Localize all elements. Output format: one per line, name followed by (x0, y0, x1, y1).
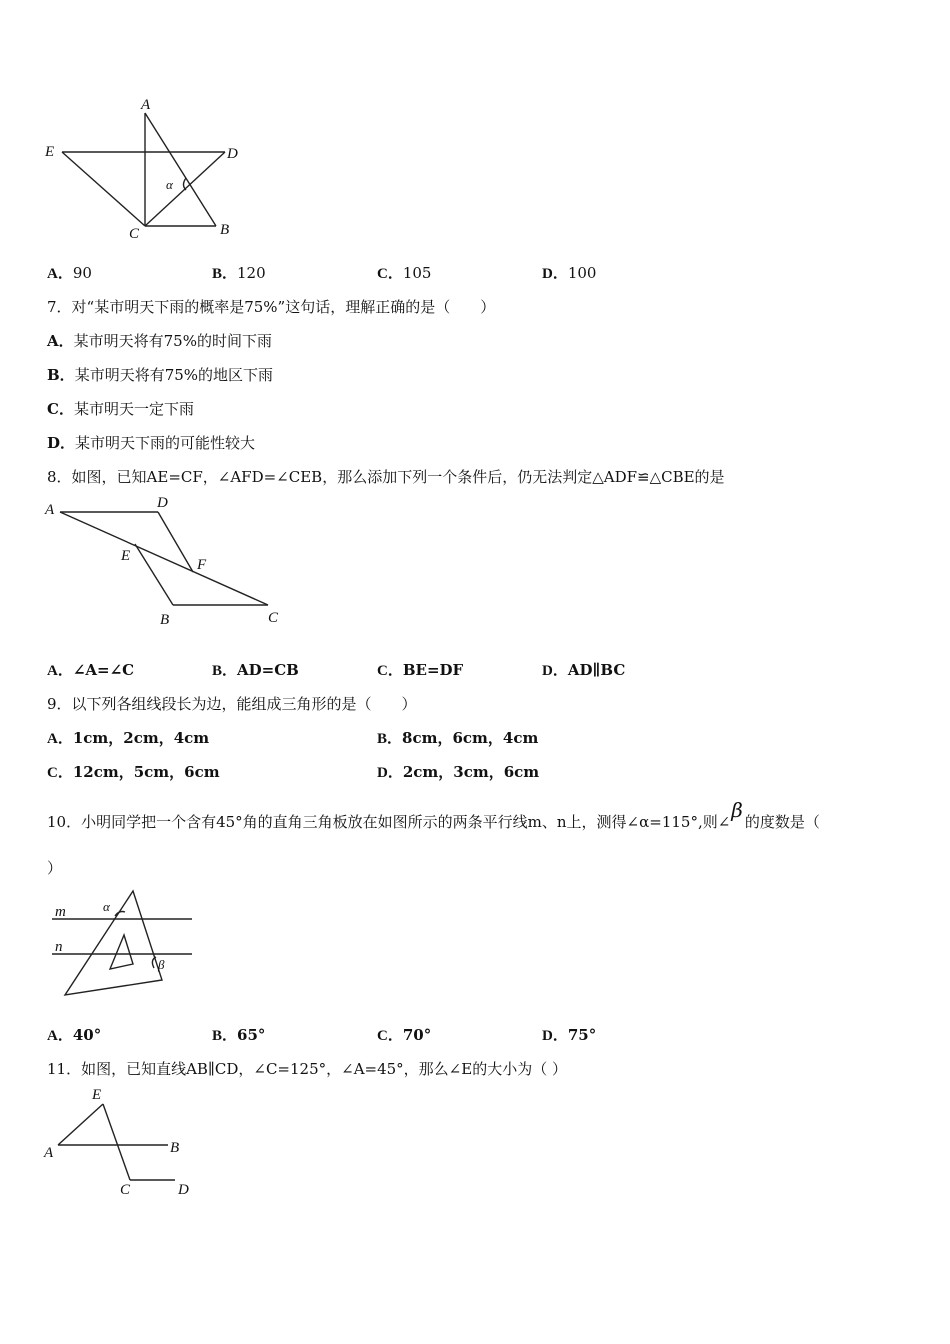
q9-stem: 9．以下列各组线段长为边，能组成三角形的是（ ） (47, 695, 417, 713)
q10-label-alpha: α (103, 899, 110, 914)
q6-option-b: B．120 (212, 264, 266, 282)
q11-label-c: C (120, 1182, 131, 1198)
q11-label-b: B (170, 1140, 180, 1156)
q9-option-c: C．12cm，5cm，6cm (47, 763, 220, 781)
q9-option-b: B．8cm，6cm，4cm (377, 729, 539, 747)
q10-option-b: B．65° (212, 1026, 266, 1044)
q6-option-c: C．105 (377, 264, 432, 282)
q6-label-b: B (220, 222, 230, 238)
q6-label-d: D (227, 146, 238, 162)
q11-figure (40, 1082, 210, 1202)
q10-stem-close: ） (47, 859, 63, 877)
q10-figure (40, 885, 200, 1005)
q8-label-a: A (45, 502, 55, 518)
q11-stem: 11．如图，已知直线AB∥CD，∠C=125°，∠A=45°，那么∠E的大小为（ ） (47, 1060, 567, 1078)
q8-label-c: C (268, 610, 279, 626)
q7-option-b: B．某市明天将有75%的地区下雨 (47, 366, 274, 384)
q8-label-f: F (197, 557, 207, 573)
q6-figure (40, 95, 250, 245)
q10-label-n: n (55, 939, 63, 955)
q8-option-b: B．AD=CB (212, 661, 299, 679)
q6-option-a: A．90 (47, 264, 92, 282)
q10-option-d: D．75° (542, 1026, 597, 1044)
q11-label-e: E (92, 1087, 102, 1103)
q7-stem: 7．对“某市明天下雨的概率是75%”这句话，理解正确的是（ ） (47, 298, 496, 316)
q6-label-alpha: α (166, 177, 173, 192)
q7-option-a: A．某市明天将有75%的时间下雨 (47, 332, 272, 350)
q6-option-d: D．100 (542, 264, 597, 282)
q8-option-a: A．∠A=∠C (47, 661, 135, 679)
q8-stem: 8．如图，已知AE=CF，∠AFD=∠CEB，那么添加下列一个条件后，仍无法判定△ADF≌△CBE的是 (47, 468, 725, 486)
q6-label-a: A (141, 97, 151, 113)
q8-label-d: D (157, 495, 168, 511)
q8-label-e: E (121, 548, 131, 564)
q10-label-beta: β (158, 957, 165, 972)
q6-label-e: E (45, 144, 55, 160)
q6-label-c: C (129, 226, 140, 242)
q11-label-a: A (44, 1145, 54, 1161)
q7-option-d: D．某市明天下雨的可能性较大 (47, 434, 256, 452)
q10-label-m: m (55, 904, 66, 920)
q10-option-a: A．40° (47, 1026, 102, 1044)
q9-option-d: D．2cm，3cm，6cm (377, 763, 540, 781)
q8-label-b: B (160, 612, 170, 628)
q10-option-c: C．70° (377, 1026, 432, 1044)
q8-option-c: C．BE=DF (377, 661, 464, 679)
q8-option-d: D．AD∥BC (542, 661, 626, 679)
q9-option-a: A．1cm，2cm，4cm (47, 729, 210, 747)
q8-figure (40, 492, 290, 632)
q7-option-c: C．某市明天一定下雨 (47, 400, 194, 418)
q11-label-d: D (178, 1182, 189, 1198)
q10-beta-symbol: β (731, 798, 743, 822)
q10-stem: 10．小明同学把一个含有45°角的直角三角板放在如图所示的两条平行线m、n上，测得∠α=115°,则∠β 的度数是（ (47, 798, 820, 831)
